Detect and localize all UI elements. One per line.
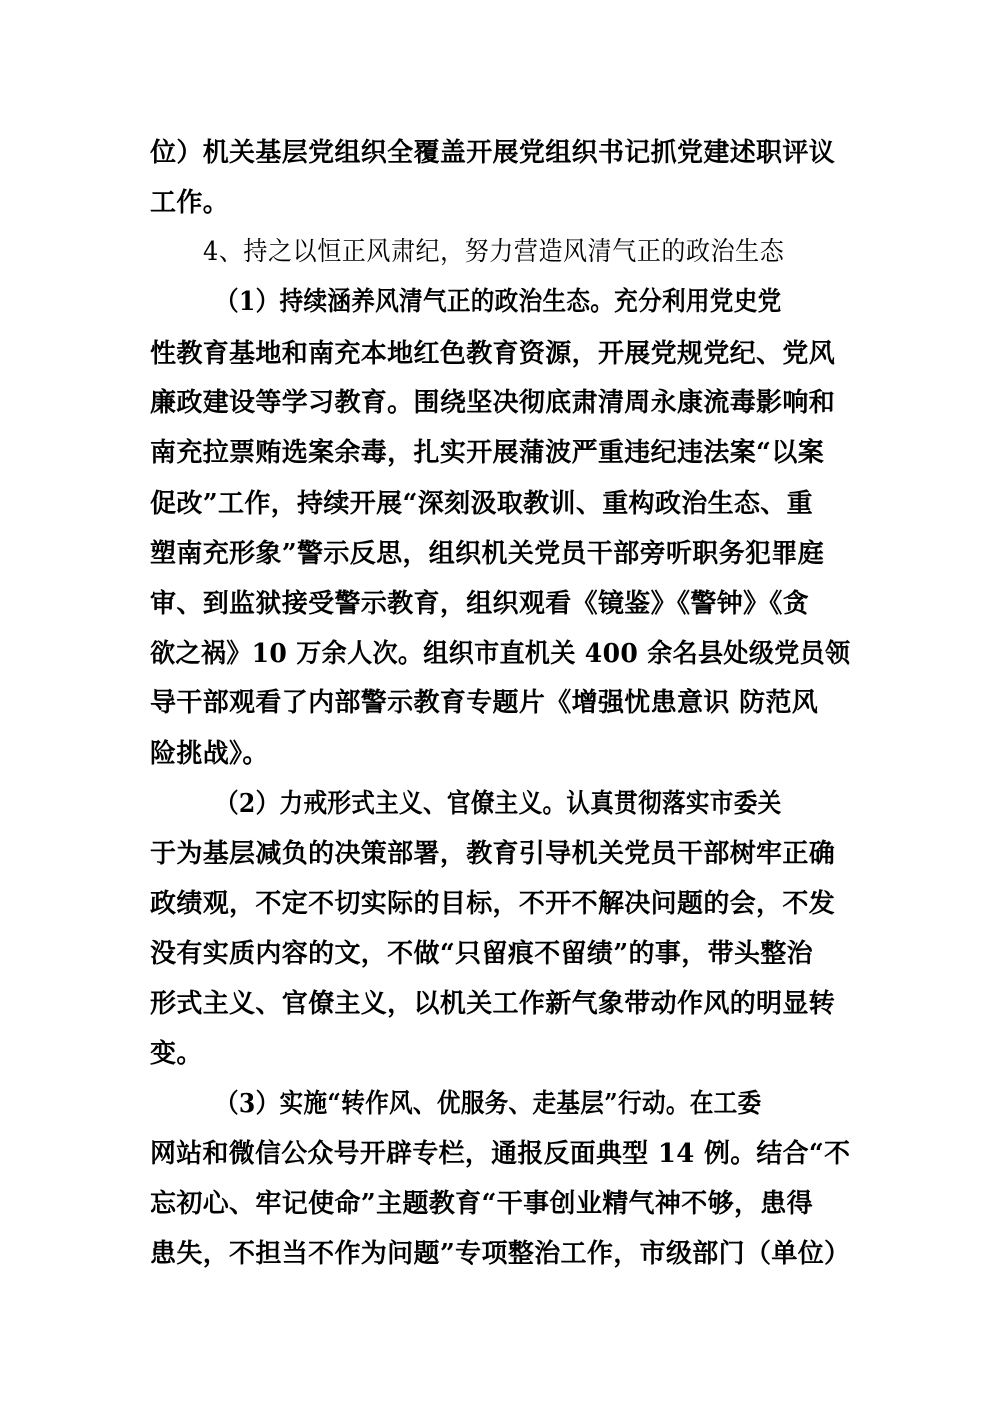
text-line: 性教育基地和南充本地红色教育资源，开展党规党纪、党风 xyxy=(150,339,836,369)
text-line: 患失，不担当不作为问题”专项整治工作，市级部门（单位） xyxy=(150,1239,851,1269)
text-line: 审、到监狱接受警示教育，组织观看《镜鉴》《警钟》《贪 xyxy=(150,589,810,619)
text-line: 险挑战》。 xyxy=(150,739,269,769)
text-line: 欲之祸》10 万余人次。组织市直机关 400 余名县处级党员领 xyxy=(150,639,851,669)
text-line: 廉政建设等学习教育。围绕坚决彻底肃清周永康流毒影响和 xyxy=(150,388,836,418)
text-line: 南充拉票贿选案余毒，扎实开展蒲波严重违纪违法案“以案 xyxy=(150,438,825,468)
subsection-heading: （3）实施“转作风、优服务、走基层”行动。在工委 xyxy=(215,1089,762,1119)
text-line: 促改”工作，持续开展“深刻汲取教训、重构政治生态、重 xyxy=(150,489,814,519)
subsection-heading: （1）持续涵养风清气正的政治生态。充分利用党史党 xyxy=(215,287,782,317)
text-line: 工作。 xyxy=(150,188,230,218)
text-line: 于为基层减负的决策部署，教育引导机关党员干部树牢正确 xyxy=(150,839,836,869)
text-line: 政绩观，不定不切实际的目标，不开不解决问题的会，不发 xyxy=(150,889,836,919)
section-heading: 4、持之以恒正风肃纪，努力营造风清气正的政治生态 xyxy=(203,237,785,267)
text-line: 网站和微信公众号开辟专栏，通报反面典型 14 例。结合“不 xyxy=(150,1139,851,1169)
subsection-heading: （2）力戒形式主义、官僚主义。认真贯彻落实市委关 xyxy=(215,789,782,819)
text-line: 没有实质内容的文，不做“只留痕不留绩”的事，带头整治 xyxy=(150,939,814,969)
text-line: 变。 xyxy=(150,1039,203,1069)
text-line: 形式主义、官僚主义，以机关工作新气象带动作风的明显转 xyxy=(150,989,836,1019)
text-line: 塑南充形象”警示反思，组织机关党员干部旁听职务犯罪庭 xyxy=(150,539,825,569)
text-line: 导干部观看了内部警示教育专题片《增强忧患意识 防范风 xyxy=(150,688,819,718)
text-line: 忘初心、牢记使命”主题教育“干事创业精气神不够，患得 xyxy=(150,1189,814,1219)
text-line: 位）机关基层党组织全覆盖开展党组织书记抓党建述职评议 xyxy=(150,138,836,168)
